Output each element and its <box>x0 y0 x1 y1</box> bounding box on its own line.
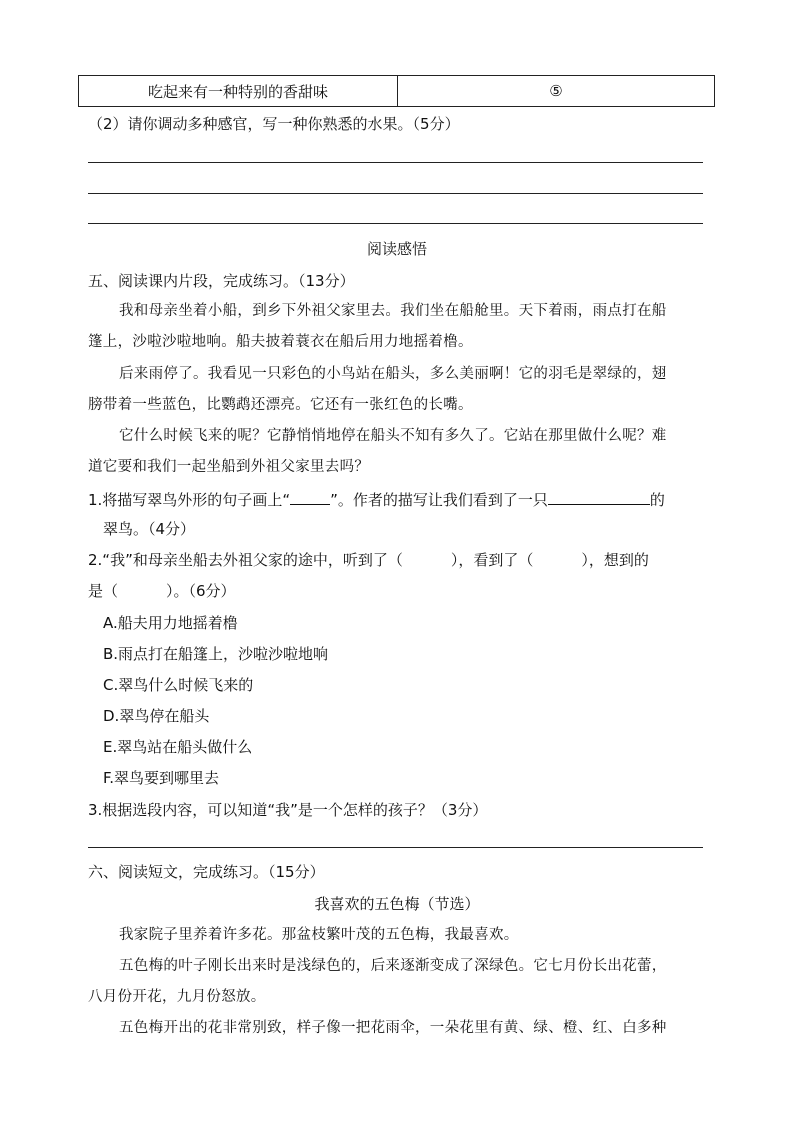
answer-line[interactable] <box>88 162 703 163</box>
question-text: ），看到了（ <box>450 551 534 569</box>
table-row <box>79 76 715 107</box>
option-c: C.翠鸟什么时候飞来的 <box>103 676 254 694</box>
passage-line: 五色梅开出的花非常别致，样子像一把花雨伞，一朵花里有黄、绿、橙、红、白多种 <box>119 1020 667 1036</box>
section-title: 阅读感悟 <box>366 240 427 258</box>
passage-line: 我和母亲坐着小船，到乡下外祖父家里去。我们坐在船舱里。天下着雨，雨点打在船 <box>119 303 667 319</box>
question-6-heading: 六、阅读短文，完成练习。（15分） <box>88 863 325 881</box>
answer-line[interactable] <box>88 223 703 224</box>
passage-line: 后来雨停了。我看见一只彩色的小鸟站在船头，多么美丽啊！它的羽毛是翠绿的，翅 <box>119 366 667 382</box>
option-b: B.雨点打在船篷上，沙啦沙啦地响 <box>103 645 329 663</box>
question-4-2: （2）请你调动多种感官，写一种你熟悉的水果。（5分） <box>88 115 460 133</box>
question-5-3: 3.根据选段内容，可以知道“我”是一个怎样的孩子？（3分） <box>88 801 488 819</box>
option-a: A.船夫用力地摇着橹 <box>103 614 238 632</box>
table-cell-answer: ⑤ <box>398 76 715 107</box>
answer-blank[interactable] <box>290 488 330 505</box>
question-text: ），想到的 <box>581 551 649 569</box>
passage-line: 它什么时候飞来的呢？它静悄悄地停在船头不知有多久了。它站在那里做什么呢？难 <box>119 428 667 444</box>
question-text: 2.“我”和母亲坐船去外祖父家的途中，听到了（ <box>88 551 403 569</box>
passage-line: 膀带着一些蓝色，比鹦鹉还漂亮。它还有一张红色的长嘴。 <box>88 397 473 413</box>
passage-line: 篷上，沙啦沙啦地响。船夫披着蓑衣在船后用力地摇着橹。 <box>88 334 473 350</box>
option-d: D.翠鸟停在船头 <box>103 707 210 725</box>
passage-line: 我家院子里养着许多花。那盆枝繁叶茂的五色梅，我最喜欢。 <box>119 927 519 943</box>
question-5-2-cont <box>88 581 236 601</box>
answer-table <box>78 75 715 107</box>
answer-line[interactable] <box>88 847 703 848</box>
answer-line[interactable] <box>88 193 703 194</box>
article-title: 我喜欢的五色梅（节选） <box>314 895 480 913</box>
question-text: ）。（6分） <box>166 582 236 600</box>
question-5-2 <box>88 550 649 570</box>
passage-line: 道它要和我们一起坐船到外祖父家里去吗？ <box>88 459 370 475</box>
question-text: 是（ <box>88 582 119 600</box>
question-5-heading: 五、阅读课内片段，完成练习。（13分） <box>88 272 355 290</box>
option-f: F.翠鸟要到哪里去 <box>103 769 219 787</box>
question-text: 的 <box>649 491 665 509</box>
passage-line: 五色梅的叶子刚长出来时是浅绿色的，后来逐渐变成了深绿色。它七月份长出花蕾， <box>119 958 667 974</box>
option-e: E.翠鸟站在船头做什么 <box>103 738 253 756</box>
question-text: ”。作者的描写让我们看到了一只 <box>330 491 548 509</box>
answer-blank[interactable] <box>548 488 650 505</box>
question-text: 1.将描写翠鸟外形的句子画上“ <box>88 491 291 509</box>
question-5-1-cont: 翠鸟。（4分） <box>103 520 196 538</box>
table-cell-description: 吃起来有一种特别的香甜味 <box>79 76 398 107</box>
passage-line: 八月份开花，九月份怒放。 <box>88 989 266 1005</box>
question-5-1 <box>88 488 665 510</box>
